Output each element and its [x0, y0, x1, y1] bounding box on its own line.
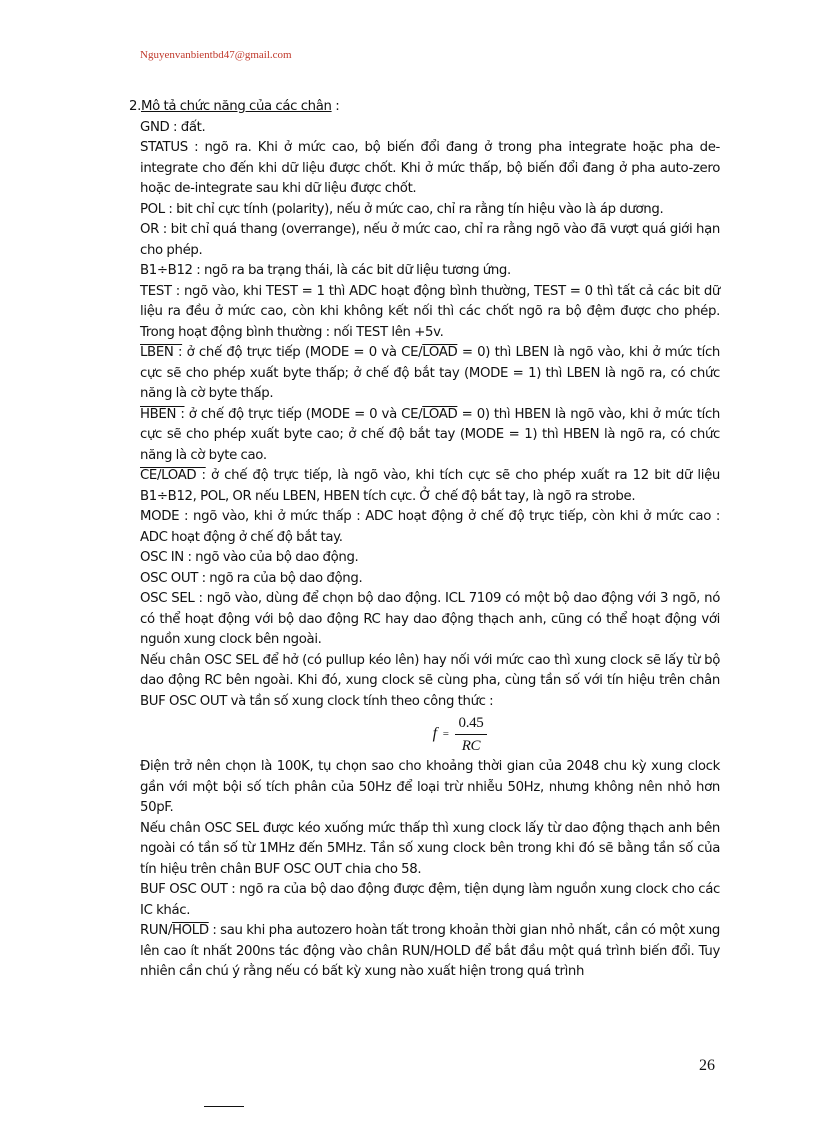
lben-label: LBEN :: [140, 345, 183, 360]
section-heading: [129, 97, 720, 118]
lben-load: LOAD: [422, 345, 458, 360]
lben-text-1: ở chế độ trực tiếp (MODE = 0 và CE/: [182, 345, 423, 360]
pin-buf-osc-out: BUF OSC OUT : ngõ ra của bộ dao động được đệm, tiện dụng làm nguồn xung clock cho các IC khác.: [140, 882, 720, 918]
hben-text-2: = 0) thì HBEN là ngõ vào, khi ở mức tích cực sẽ cho phép xuất byte cao; ở chế độ bắt tay (MODE = 1) thì HBEN là ngõ ra, có chức năng là cờ byte cao.: [140, 406, 721, 463]
header-email: Nguyenvanbientbd47@gmail.com: [140, 49, 292, 61]
section-title: Mô tả chức năng của các chân: [141, 99, 332, 114]
pin-descriptions: [129, 118, 720, 983]
formula-denominator: RC: [461, 738, 481, 754]
pin-gnd: GND : đất.: [140, 119, 206, 135]
ceload-label: CE/LOAD :: [140, 468, 206, 483]
pin-osc-sel: OSC SEL : ngõ vào, dùng để chọn bộ dao động. ICL 7109 có một bộ dao động với 3 ngõ, nó có thể hoạt động với bộ dao động RC hay dao động thạch anh, cũng có thể hoạt động với nguồn xung clock bên ngoài.: [140, 591, 720, 647]
resistor-paragraph: Điện trở nên chọn là 100K, tụ chọn sao cho khoảng thời gian của 2048 chu kỳ xung clock gần với một bội số tích phân của 50Hz để loại trừ nhiễu 50Hz, nhưng không nên nhỏ hơn 50pF.: [140, 759, 720, 815]
ceload-text: ở chế độ trực tiếp, là ngõ vào, khi tích cực sẽ cho phép xuất ra 12 bit dữ liệu B1÷B12, POL, OR nếu LBEN, HBEN tích cực. Ở chế độ bắt tay, là ngõ ra strobe.: [140, 468, 720, 504]
formula-lhs: f: [432, 725, 437, 743]
pin-osc-out: OSC OUT : ngõ ra của bộ dao động.: [140, 570, 363, 586]
lben-text-2: = 0) thì LBEN là ngõ vào, khi ở mức tích cực sẽ cho phép xuất byte thấp; ở chế độ bắt tay (MODE = 1) thì LBEN là ngõ ra, có chức năng là cờ byte thấp.: [140, 345, 721, 401]
pin-hben: [140, 405, 720, 467]
frequency-formula: [200, 712, 720, 757]
pin-lben: [140, 343, 720, 405]
pin-status: STATUS : ngõ ra. Khi ở mức cao, bộ biến đổi đang ở trong pha integrate hoặc pha de-integrate cho đến khi dữ liệu được chốt. Khi ở mức thấp, bộ biến đổi đang ở pha auto-zero hoặc de-integrate sau khi dữ liệu được chốt.: [140, 140, 720, 196]
run-hold-text: : sau khi pha autozero hoàn tất trong khoản thời gian nhỏ nhất, cần có một xung lên cao ít nhất 200ns tác động vào chân RUN/HOLD để bắt đầu một quá trình biến đổi. Tuy nhiên cần chú ý rằng nếu có bất kỳ xung nào xuất hiện trong quá trình: [140, 923, 720, 979]
page-content: [129, 97, 720, 983]
formula-fraction: [455, 713, 488, 757]
footer-divider: [204, 1106, 244, 1107]
hben-label: HBEN :: [140, 406, 185, 422]
pin-osc-in: OSC IN : ngõ vào của bộ dao động.: [140, 550, 359, 565]
pin-or: OR : bit chỉ quá thang (overrange), nếu ở mức cao, chỉ ra rằng ngõ vào đã vượt quá giới hạn cho phép.: [140, 222, 720, 258]
page-number: 26: [699, 1057, 715, 1074]
pin-run-hold: [140, 921, 720, 983]
pin-b1-b12: B1÷B12 : ngõ ra ba trạng thái, là các bit dữ liệu tương ứng.: [140, 263, 511, 278]
pin-pol: POL : bit chỉ cực tính (polarity), nếu ở mức cao, chỉ ra rằng tín hiệu vào là áp dương.: [140, 201, 664, 217]
formula-numerator: 0.45: [455, 713, 488, 736]
section-number: 2.: [129, 99, 141, 114]
osc-sel-open-paragraph: Nếu chân OSC SEL để hở (có pullup kéo lên) hay nối với mức cao thì xung clock sẽ lấy từ bộ dao động RC bên ngoài. Khi đó, xung clock sẽ cùng pha, cùng tần số với tín hiệu trên chân BUF OSC OUT và tần số xung clock tính theo công thức :: [140, 652, 720, 709]
osc-sel-low-paragraph: Nếu chân OSC SEL được kéo xuống mức thấp thì xung clock lấy từ dao động thạch anh bên ngoài có tần số từ 1MHz đến 5MHz. Tần số xung clock bên trong khi đó sẽ bằng tần số của tín hiệu trên chân BUF OSC OUT chia cho 58.: [140, 820, 720, 877]
pin-test: TEST : ngõ vào, khi TEST = 1 thì ADC hoạt động bình thường, TEST = 0 thì tất cả các bit dữ liệu ra đều ở mức cao, còn khi không kết nối thì các chốt ngõ ra bộ đệm được cho phép. Trong hoạt động bình thường : nối TEST lên +5v.: [140, 283, 720, 340]
pin-ce-load: [140, 466, 720, 507]
pin-mode: MODE : ngõ vào, khi ở mức thấp : ADC hoạt động ở chế độ trực tiếp, còn khi ở mức cao : ADC hoạt động ở chế độ bắt tay.: [140, 509, 720, 545]
hben-load: LOAD: [422, 406, 458, 422]
formula-equals: =: [442, 728, 449, 741]
section-title-suffix: :: [331, 99, 340, 114]
hben-text-1: ở chế độ trực tiếp (MODE = 0 và CE/: [184, 406, 423, 422]
run-hold-hold: HOLD: [172, 923, 209, 938]
run-hold-run: RUN/: [140, 923, 172, 938]
